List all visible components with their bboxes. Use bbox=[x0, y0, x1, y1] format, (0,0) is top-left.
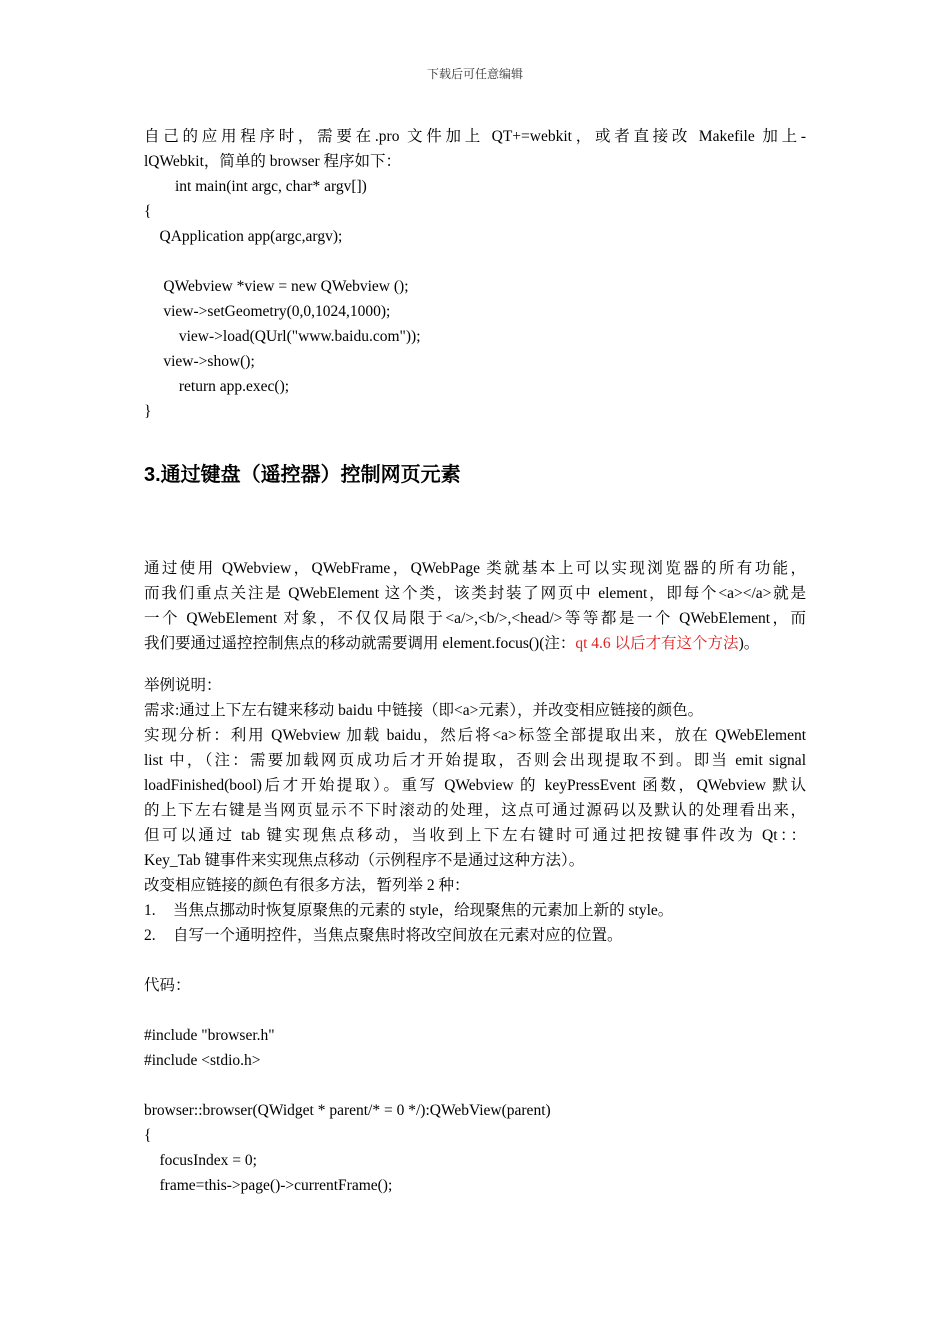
paragraph-line: lQWebkit，简单的 browser 程序如下： bbox=[144, 153, 402, 170]
list-text: 自写一个通明控件，当焦点聚焦时将改空间放在元素对应的位置。 bbox=[173, 927, 623, 944]
code-block-main bbox=[144, 174, 806, 424]
code-line: { bbox=[144, 203, 152, 220]
list-number: 1. bbox=[144, 902, 156, 919]
paragraph-line: 而我们重点关注是 QWebElement 这个类，该类封装了网页中 element，即每个<a></a>就是 bbox=[144, 585, 806, 602]
list-item bbox=[144, 898, 806, 923]
document-body bbox=[144, 124, 806, 1198]
code-line: return app.exec(); bbox=[144, 378, 290, 395]
code-line: } bbox=[144, 403, 152, 420]
section-heading: 3.通过键盘（遥控器）控制网页元素 bbox=[144, 464, 461, 486]
code-line: frame=this->page()->currentFrame(); bbox=[144, 1177, 393, 1194]
paragraph-line: Key_Tab 键事件来实现焦点移动（示例程序不是通过这种方法）。 bbox=[144, 852, 585, 869]
paragraph-line-with-note bbox=[144, 631, 806, 656]
code-line: #include "browser.h" bbox=[144, 1027, 275, 1044]
paragraph-line: loadFinished(bool)后才开始提取）。重写 QWebview 的 keyPressEvent 函数，QWebview 默认 bbox=[144, 777, 806, 794]
code-line: QWebview *view = new QWebview (); bbox=[144, 278, 409, 295]
paragraph-line: 的上下左右键是当网页显示不下时滚动的处理，这点可通过源码以及默认的处理看出来， bbox=[144, 802, 806, 819]
list-number: 2. bbox=[144, 927, 156, 944]
paragraph-line: 实现分析：利用 QWebview 加载 baidu，然后将<a>标签全部提取出来，放在 QWebElement bbox=[144, 727, 806, 744]
methods-intro: 改变相应链接的颜色有很多方法，暂列举 2 种： bbox=[144, 877, 470, 894]
paragraph-line: list 中，（注：需要加载网页成功后才开始提取，否则会出现提取不到。即当 emit signal bbox=[144, 752, 806, 769]
code-line: view->setGeometry(0,0,1024,1000); bbox=[144, 303, 391, 320]
code-line: view->load(QUrl("www.baidu.com")); bbox=[144, 328, 421, 345]
analysis-paragraph bbox=[144, 723, 806, 873]
intro-text-end: )。 bbox=[738, 635, 760, 652]
paragraph-line: 通过使用 QWebview，QWebFrame，QWebPage 类就基本上可以实现浏览器的所有功能， bbox=[144, 560, 806, 577]
code-line: browser::browser(QWidget * parent/* = 0 */):QWebView(parent) bbox=[144, 1102, 551, 1119]
code-line: view->show(); bbox=[144, 353, 255, 370]
code-line: #include <stdio.h> bbox=[144, 1052, 261, 1069]
code-line bbox=[144, 249, 806, 274]
code-block-browser bbox=[144, 1023, 806, 1198]
intro-paragraph bbox=[144, 556, 806, 656]
code-line: { bbox=[144, 1127, 152, 1144]
code-line: focusIndex = 0; bbox=[144, 1152, 257, 1169]
list-item bbox=[144, 923, 806, 948]
methods-list bbox=[144, 898, 806, 948]
requirement-line: 需求:通过上下左右键来移动 baidu 中链接（即<a>元素），并改变相应链接的颜色。 bbox=[144, 702, 704, 719]
code-line bbox=[144, 1073, 806, 1098]
example-title: 举例说明： bbox=[144, 677, 222, 694]
code-line: QApplication app(argc,argv); bbox=[144, 228, 343, 245]
intro-text: 我们要通过遥控控制焦点的移动就需要调用 element.focus()(注： bbox=[144, 635, 576, 652]
version-note: qt 4.6 以后才有这个方法 bbox=[575, 635, 739, 652]
list-text: 当焦点挪动时恢复原聚焦的元素的 style，给现聚焦的元素加上新的 style。 bbox=[173, 902, 674, 919]
page-header: 下载后可任意编辑 bbox=[426, 67, 523, 81]
code-label: 代码： bbox=[144, 977, 191, 994]
paragraph-line: 一个 QWebElement 对象，不仅仅局限于<a/>,<b/>,<head/>等等都是一个 QWebElement，而 bbox=[144, 610, 806, 627]
paragraph-line: 自己的应用程序时，需要在.pro 文件加上 QT+=webkit，或者直接改 Makefile 加上- bbox=[144, 128, 806, 145]
paragraph-line: 但可以通过 tab 键实现焦点移动，当收到上下左右键时可通过把按键事件改为 Qt：： bbox=[144, 827, 806, 844]
code-line: int main(int argc, char* argv[]) bbox=[144, 178, 367, 195]
